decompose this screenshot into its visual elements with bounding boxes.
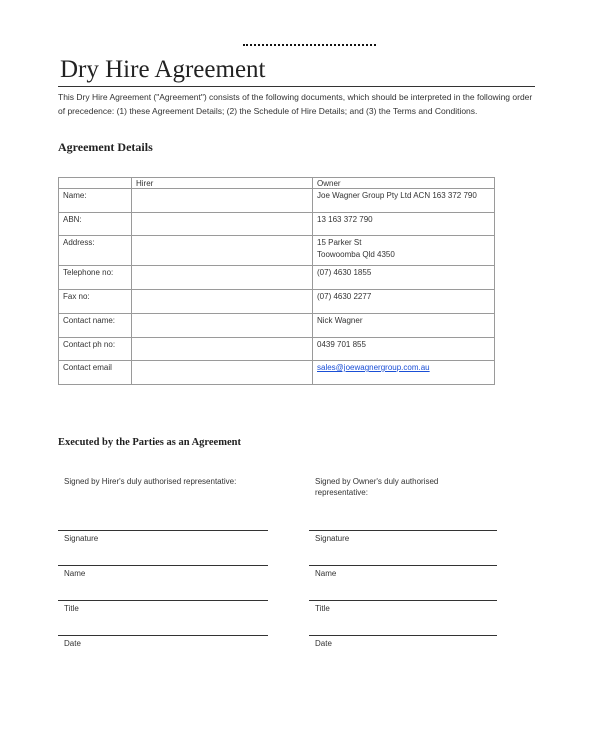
owner-fax-cell: (07) 4630 2277 [313, 290, 495, 314]
owner-signature-heading: Signed by Owner's duly authorised representative: [315, 477, 439, 497]
table-header-row [59, 178, 495, 189]
owner-signature-line[interactable] [309, 530, 497, 531]
hirer-signature-label: Signature [64, 534, 99, 543]
row-label: ABN: [59, 213, 132, 236]
column-header-hirer: Hirer [132, 178, 313, 189]
column-header-owner: Owner [313, 178, 495, 189]
hirer-abn-cell[interactable] [132, 213, 313, 236]
owner-email-link[interactable]: sales@joewagnergroup.com.au [317, 363, 430, 372]
hirer-title-label: Title [64, 604, 79, 613]
agreement-details-table [58, 177, 495, 385]
table-row-contact-phone [59, 338, 495, 361]
owner-name-cell: Joe Wagner Group Pty Ltd ACN 163 372 790 [313, 189, 495, 213]
hirer-address-cell[interactable] [132, 236, 313, 266]
row-label: Name: [59, 189, 132, 213]
owner-name-line[interactable] [309, 565, 497, 566]
owner-contact-name-cell: Nick Wagner [313, 314, 495, 338]
hirer-date-line[interactable] [58, 635, 268, 636]
owner-title-label: Title [315, 604, 330, 613]
owner-contact-phone-cell: 0439 701 855 [313, 338, 495, 361]
owner-name-label: Name [315, 569, 337, 578]
table-row-contact-email [59, 361, 495, 385]
hirer-name-label: Name [64, 569, 86, 578]
hirer-name-cell[interactable] [132, 189, 313, 213]
title-divider [58, 86, 535, 87]
table-row-abn [59, 213, 495, 236]
owner-telephone-cell: (07) 4630 1855 [313, 266, 495, 290]
hirer-signature-line[interactable] [58, 530, 268, 531]
intro-paragraph: This Dry Hire Agreement ("Agreement") consists of the following documents, which should be interpreted in the following order of precedence: (1) these Agreement Details; (2) the Schedule of Hire Details; and (3) the Terms and Conditions. [58, 92, 533, 116]
agreement-details-heading: Agreement Details [58, 140, 153, 154]
row-label: Address: [59, 236, 132, 266]
hirer-telephone-cell[interactable] [132, 266, 313, 290]
row-label: Fax no: [59, 290, 132, 314]
hirer-signature-heading: Signed by Hirer's duly authorised representative: [64, 477, 237, 486]
hirer-fax-cell[interactable] [132, 290, 313, 314]
owner-signature-label: Signature [315, 534, 350, 543]
table-row-telephone [59, 266, 495, 290]
owner-address-line1: 15 Parker St [317, 238, 362, 247]
table-row-name [59, 189, 495, 213]
row-label: Contact email [59, 361, 132, 385]
executed-heading: Executed by the Parties as an Agreement [58, 437, 241, 448]
owner-title-line[interactable] [309, 600, 497, 601]
owner-address-cell [313, 236, 495, 266]
hirer-title-line[interactable] [58, 600, 268, 601]
hirer-name-line[interactable] [58, 565, 268, 566]
owner-date-line[interactable] [309, 635, 497, 636]
owner-abn-cell: 13 163 372 790 [313, 213, 495, 236]
row-label: Contact name: [59, 314, 132, 338]
hirer-contact-name-cell[interactable] [132, 314, 313, 338]
owner-contact-email-cell [313, 361, 495, 385]
hirer-contact-email-cell[interactable] [132, 361, 313, 385]
table-row-address [59, 236, 495, 266]
owner-address-line2: Toowoomba Qld 4350 [317, 250, 395, 259]
table-row-fax [59, 290, 495, 314]
column-header-label [59, 178, 132, 189]
table-row-contact-name [59, 314, 495, 338]
row-label: Contact ph no: [59, 338, 132, 361]
owner-date-label: Date [315, 639, 332, 648]
header-mark [243, 44, 376, 49]
document-title: Dry Hire Agreement [60, 56, 266, 83]
hirer-date-label: Date [64, 639, 81, 648]
row-label: Telephone no: [59, 266, 132, 290]
hirer-contact-phone-cell[interactable] [132, 338, 313, 361]
